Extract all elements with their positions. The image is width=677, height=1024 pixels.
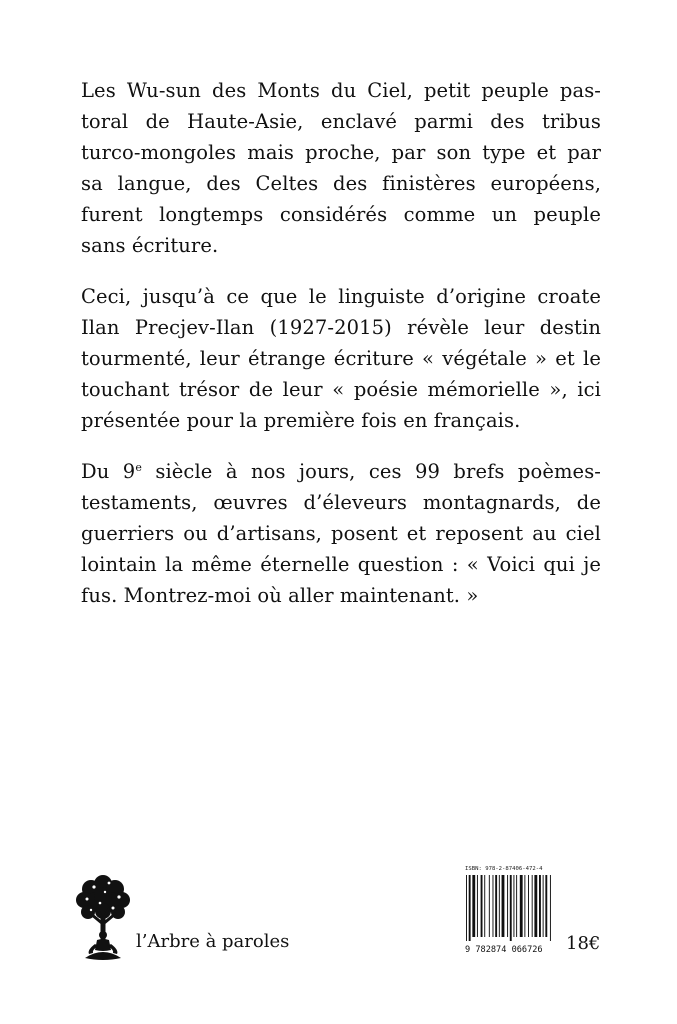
barcode-bar — [477, 875, 478, 937]
cover-blurb — [81, 75, 601, 631]
publisher-name: l’Arbre à paroles — [136, 931, 290, 952]
superscript-ordinal: e — [135, 461, 142, 474]
blurb-text: Du 9 — [81, 460, 136, 483]
barcode-bar — [513, 875, 514, 937]
blurb-line: touchant trésor de leur « poésie mémorielle », ici — [81, 378, 601, 401]
blurb-line: toral de Haute-Asie, enclavé parmi des tribus — [81, 110, 601, 133]
barcode-bar — [528, 875, 529, 937]
blurb-line: Les Wu-sun des Monts du Ciel, petit peuple pas- — [81, 79, 601, 102]
blurb-paragraph-3 — [81, 456, 601, 611]
price: 18€ — [566, 933, 601, 954]
tree-meditating-figure-icon — [75, 872, 131, 964]
barcode-bar — [499, 875, 500, 937]
barcode-bar — [472, 875, 475, 937]
barcode-bar — [502, 875, 505, 937]
barcode-bar — [484, 875, 485, 937]
blurb-line: guerriers ou d’artisans, posent et reposent au ciel — [81, 522, 601, 545]
blurb-paragraph-1 — [81, 75, 601, 261]
isbn-label: ISBN: 978-2-87406-472-4 — [465, 866, 543, 872]
barcode-bar — [466, 875, 467, 941]
blurb-line: Ceci, jusqu’à ce que le linguiste d’origine croate — [81, 285, 601, 308]
barcode-bar — [516, 875, 517, 937]
barcode-bar — [532, 875, 533, 937]
ean-digits: 9 782874 066726 — [465, 945, 543, 955]
barcode-bar — [510, 875, 512, 941]
blurb-paragraph-2 — [81, 281, 601, 436]
isbn-barcode — [465, 864, 553, 960]
barcode-bar — [520, 875, 523, 937]
barcode-bar — [507, 875, 508, 937]
blurb-line: sans écriture. — [81, 234, 219, 257]
barcode-bar — [481, 875, 483, 937]
barcode-bar — [495, 875, 497, 937]
barcode-bar — [489, 875, 490, 937]
blurb-line: furent longtemps considérés comme un peuple — [81, 203, 601, 226]
blurb-line: Ilan Precjev-Ilan (1927-2015) révèle leur destin — [81, 316, 601, 339]
blurb-line: lointain la même éternelle question : « Voici qui je — [81, 553, 601, 576]
barcode-bar — [543, 875, 544, 937]
barcode-bar — [469, 875, 471, 941]
barcode-bar — [534, 875, 537, 937]
blurb-line-first — [81, 456, 601, 487]
blurb-line: turco-mongoles mais proche, par son type et par — [81, 141, 601, 164]
barcode-bar — [539, 875, 541, 937]
barcode-bar — [545, 875, 547, 937]
barcode-bars — [465, 875, 553, 941]
barcode-bar — [493, 875, 494, 937]
blurb-line: tourmenté, leur étrange écriture « végétale » et le — [81, 347, 601, 370]
blurb-line: fus. Montrez-moi où aller maintenant. » — [81, 584, 479, 607]
blurb-text: siècle à nos jours, ces 99 brefs poèmes- — [141, 460, 601, 483]
blurb-line: testaments, œuvres d’éleveurs montagnards, de — [81, 491, 601, 514]
blurb-line: sa langue, des Celtes des finistères européens, — [81, 172, 601, 195]
barcode-bar — [550, 875, 551, 941]
blurb-line: présentée pour la première fois en français. — [81, 409, 521, 432]
barcode-bar — [524, 875, 525, 937]
